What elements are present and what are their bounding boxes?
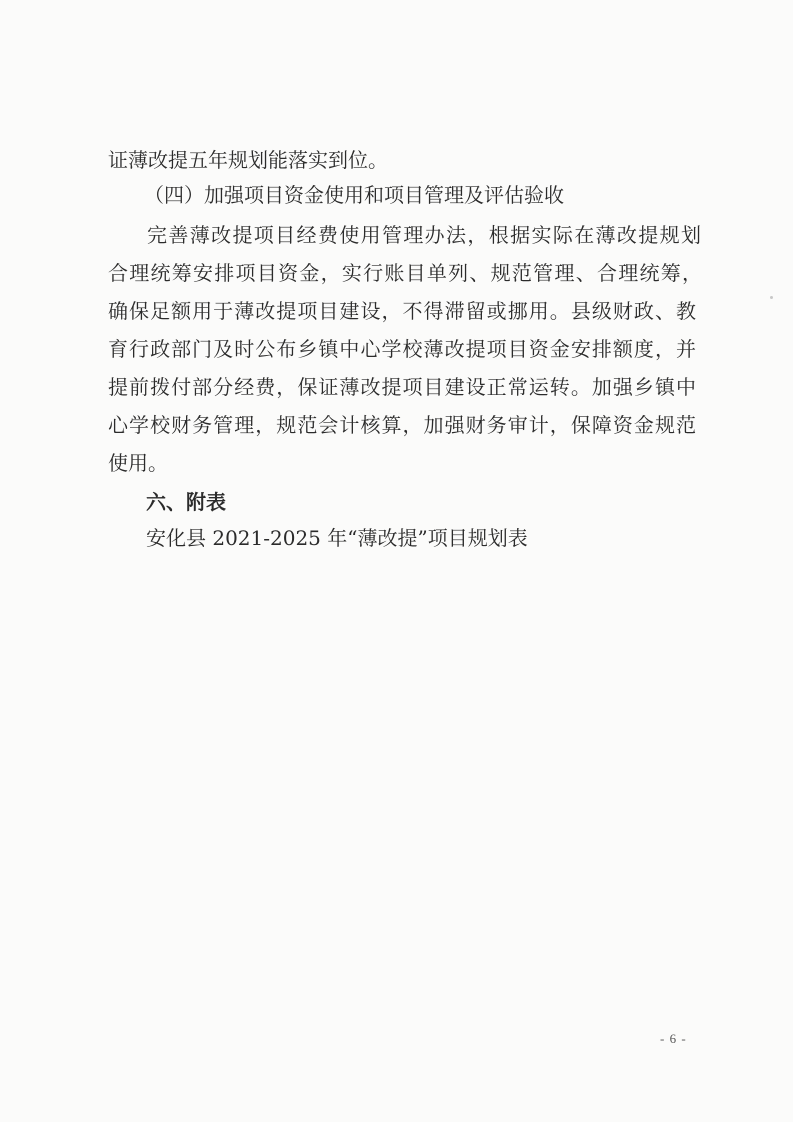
appendix-heading: 六、附表: [146, 490, 226, 514]
body-paragraph-line: 合理统筹安排项目资金，实行账目单列、规范管理、合理统筹，: [108, 261, 702, 285]
page-number: - 6 -: [660, 1031, 687, 1046]
section-heading: （四）加强项目资金使用和项目管理及评估验收: [144, 183, 564, 207]
body-paragraph-line: 完善薄改提项目经费使用管理办法，根据实际在薄改提规划: [147, 223, 701, 247]
body-paragraph-line: 证薄改提五年规划能落实到位。: [108, 148, 388, 172]
body-paragraph-line: 提前拨付部分经费，保证薄改提项目建设正常运转。加强乡镇中: [108, 375, 696, 399]
body-paragraph-line: 确保足额用于薄改提项目建设，不得滞留或挪用。县级财政、教: [108, 299, 696, 323]
body-paragraph-line: 育行政部门及时公布乡镇中心学校薄改提项目资金安排额度，并: [108, 337, 696, 361]
body-paragraph-line: 心学校财务管理，规范会计核算，加强财务审计，保障资金规范: [108, 413, 696, 437]
scan-speck: [770, 296, 773, 299]
body-paragraph-line: 使用。: [108, 451, 168, 475]
appendix-table-title: 安化县 2021-2025 年“薄改提”项目规划表: [146, 526, 528, 550]
